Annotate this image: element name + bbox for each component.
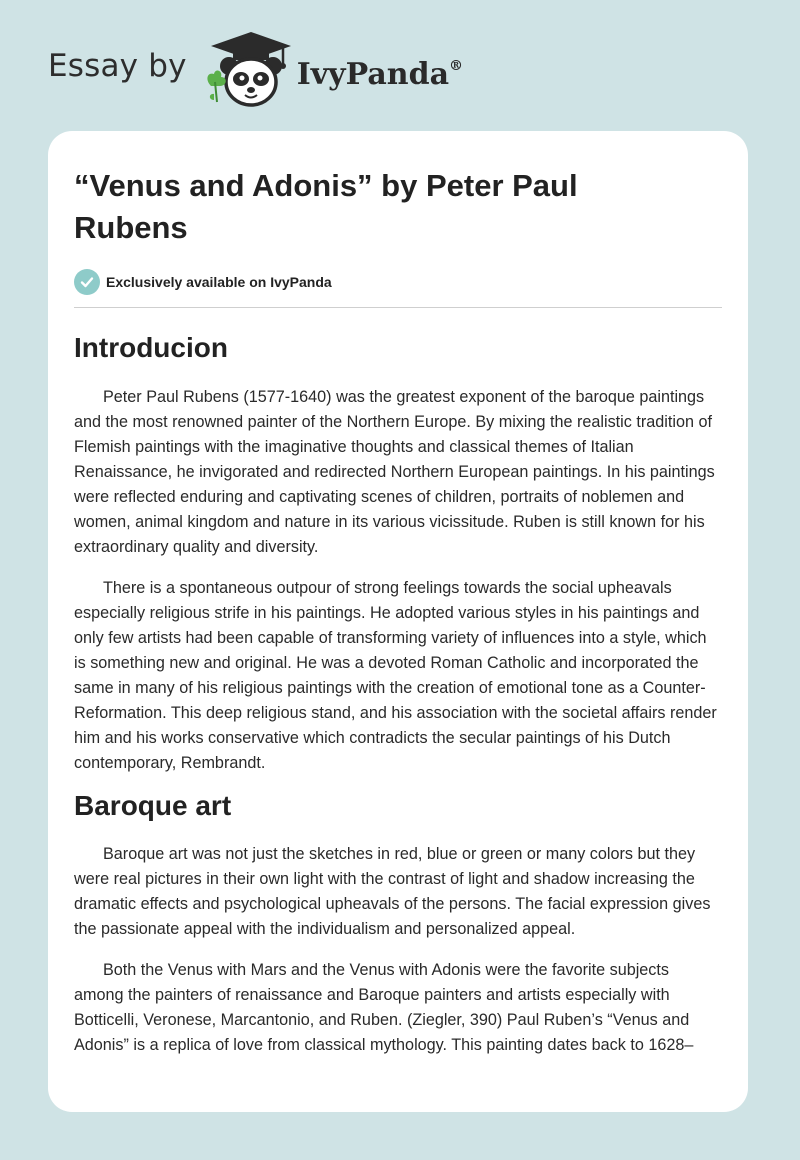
brand-name[interactable]: IvyPanda®: [296, 56, 464, 92]
title-divider: [74, 307, 722, 308]
panda-logo-icon[interactable]: [201, 30, 301, 110]
paragraph: Baroque art was not just the sketches in red, blue or green or many colors but they were real pictures in their own light with the contrast of light and shadow increasing the dramatic effects and psychological upheavals of the persons. The facial expression gives the passionate appeal with the individualism and personalized appeal.: [74, 845, 711, 938]
graduation-cap-icon: [201, 30, 301, 110]
site-header: [48, 30, 463, 110]
paragraph: There is a spontaneous outpour of strong feelings towards the social upheavals especially religious strife in his paintings. He adopted various styles in his paintings and only few artists had been capable of transforming variety of influences into a style, which is something new and original. He was a devoted Roman Catholic and incorporated the same in many of his religious paintings with the creation of emotional tone as a Counter-Reformation. This deep religious stand, and his association with the societal affairs render him and his works conservative which contradicts the secular paintings of his Dutch contemporary, Rembrandt.: [74, 579, 717, 772]
ivy-leaf-icon: [207, 70, 225, 102]
section-heading-introduction: Introducion: [74, 332, 228, 363]
exclusive-badge: [74, 269, 722, 295]
paragraph: Both the Venus with Mars and the Venus with Adonis were the favorite subjects among the painters of renaissance and Baroque painters and artists especially with Botticelli, Veronese, Marcantonio, and Ruben. (Ziegler, 390) Paul Ruben’s “Venus and Adonis” is a replica of love from classical mythology. This painting dates back to 1628–: [74, 961, 694, 1054]
article-card: [48, 131, 748, 1112]
badge-text: Exclusively available on IvyPanda: [106, 274, 332, 290]
check-icon: [74, 269, 100, 295]
registered-mark: ®: [449, 57, 464, 74]
essay-by-label: Essay by: [48, 48, 187, 84]
paragraph: Peter Paul Rubens (1577-1640) was the greatest exponent of the baroque paintings and the most renowned painter of the Northern Europe. By mixing the realistic tradition of Flemish paintings with the imaginative thoughts and classical themes of Italian Renaissance, he invigorated and redirected Northern European paintings. In his paintings were reflected enduring and captivating scenes of children, portraits of noblemen and women, animal kingdom and nature in its various vicissitude. Ruben is still known for his extraordinary quality and diversity.: [74, 388, 715, 556]
section-heading-baroque-art: Baroque art: [74, 790, 232, 821]
article-title: “Venus and Adonis” by Peter Paul Rubens: [74, 168, 578, 245]
